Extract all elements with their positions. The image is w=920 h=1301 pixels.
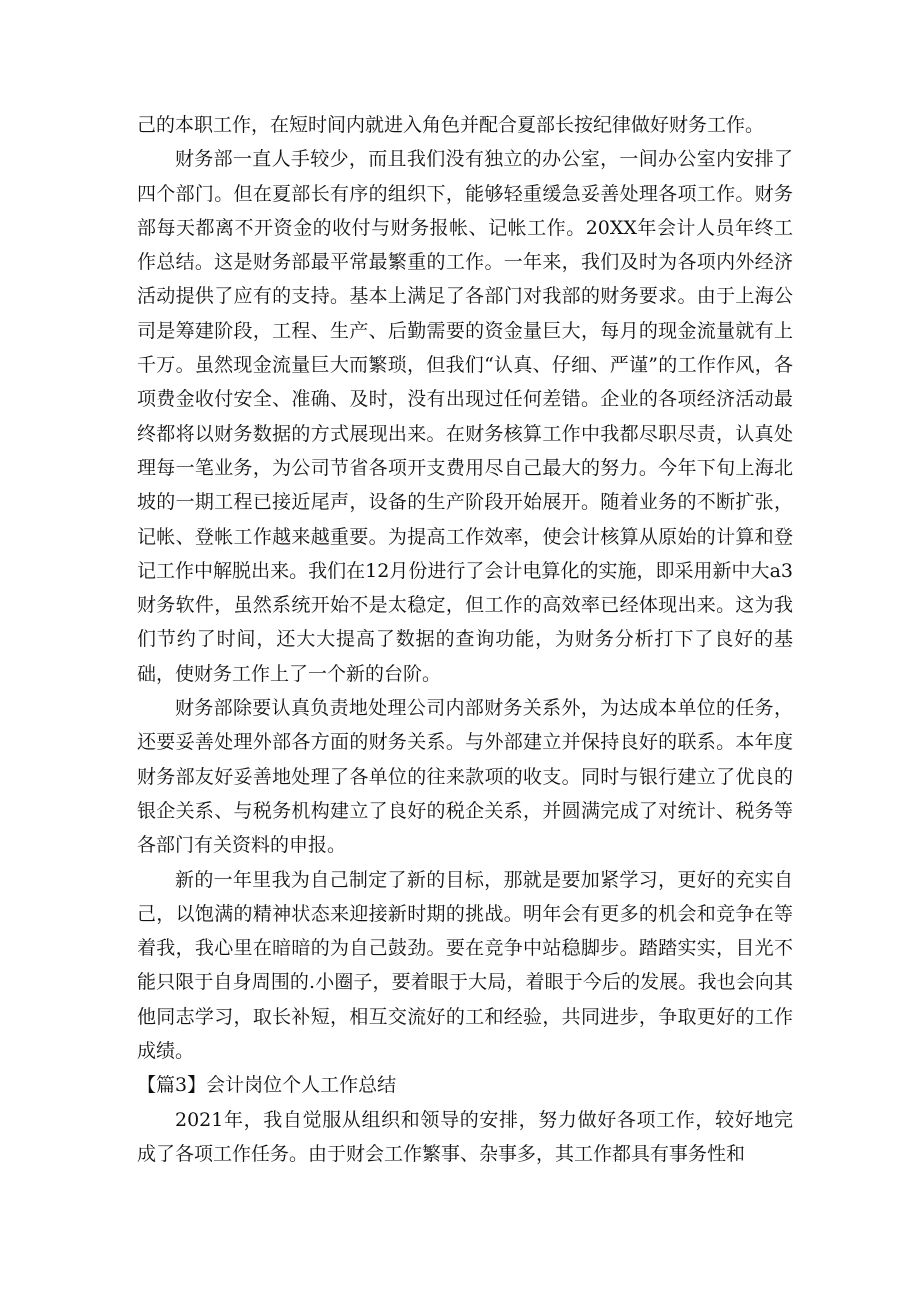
- document-body: [137, 108, 793, 1171]
- paragraph-section-intro: 2021年，我自觉服从组织和领导的安排，努力做好各项工作，较好地完成了各项工作任务。由于财会工作繁事、杂事多，其工作都具有事务性和: [137, 1108, 793, 1165]
- paragraph-external-relations: 财务部除要认真负责地处理公司内部财务关系外，为达成本单位的任务，还要妥善处理外部各方面的财务关系。与外部建立并保持良好的联系。本年度财务部友好妥善地处理了各单位的往来款项的收支。同时与银行建立了优良的银企关系、与税务机构建立了良好的税企关系，并圆满完成了对统计、税务等各部门有关资料的申报。: [137, 697, 793, 857]
- paragraph-new-year-goals: 新的一年里我为自己制定了新的目标，那就是要加紧学习，更好的充实自己，以饱满的精神状态来迎接新时期的挑战。明年会有更多的机会和竞争在等着我，我心里在暗暗的为自己鼓劲。要在竞争中站稳脚步。踏踏实实，目光不能只限于自身周围的.小圈子，要着眼于大局，着眼于今后的发展。我也会向其他同志学习，取长补短，相互交流好的工和经验，共同进步，争取更好的工作成绩。: [137, 868, 793, 1063]
- paragraph-continuation: 己的本职工作，在短时间内就进入角色并配合夏部长按纪律做好财务工作。: [137, 114, 765, 136]
- section-heading: 【篇3】会计岗位个人工作总结: [137, 1074, 397, 1097]
- paragraph-finance-work: 财务部一直人手较少，而且我们没有独立的办公室，一间办公室内安排了四个部门。但在夏部长有序的组织下，能够轻重缓急妥善处理各项工作。财务部每天都离不开资金的收付与财务报帐、记帐工作。20XX年会计人员年终工作总结。这是财务部最平常最繁重的工作。一年来，我们及时为各项内外经济活动提供了应有的支持。基本上满足了各部门对我部的财务要求。由于上海公司是筹建阶段，工程、生产、后勤需要的资金量巨大，每月的现金流量就有上千万。虽然现金流量巨大而繁琐，但我们“认真、仔细、严谨”的工作作风，各项费金收付安全、准确、及时，没有出现过任何差错。企业的各项经济活动最终都将以财务数据的方式展现出来。在财务核算工作中我都尽职尽责，认真处理每一笔业务，为公司节省各项开支费用尽自己最大的努力。今年下旬上海北坡的一期工程已接近尾声，设备的生产阶段开始展开。随着业务的不断扩张，记帐、登帐工作越来越重要。为提高工作效率，使会计核算从原始的计算和登记工作中解脱出来。我们在12月份进行了会计电算化的实施，即采用新中大a3财务软件，虽然系统开始不是太稳定，但工作的高效率已经体现出来。这为我们节约了时间，还大大提高了数据的查询功能，为财务分析打下了良好的基础，使财务工作上了一个新的台阶。: [137, 148, 793, 685]
